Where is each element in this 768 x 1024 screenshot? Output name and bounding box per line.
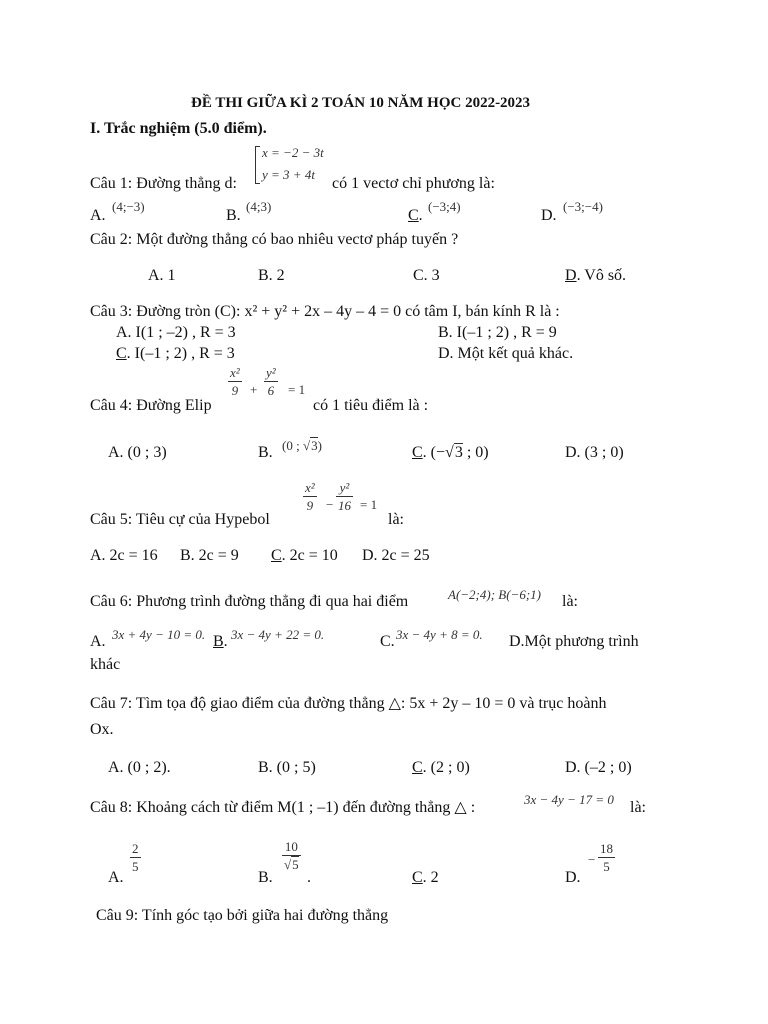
q1-option-a: (4;−3) <box>112 199 145 214</box>
q5-text: Câu 5: Tiêu cự của Hypebol <box>90 511 270 528</box>
q7-text: Câu 7: Tìm tọa độ giao điểm của đường thẳng △: 5x + 2y – 10 = 0 và trục hoành <box>90 695 607 712</box>
q2-option-a: A. 1 <box>148 267 176 284</box>
q8-option-a-fraction: 2 5 <box>132 841 139 874</box>
q1-option-a-label: A. <box>90 207 106 224</box>
q3-option-d: D. Một kết quả khác. <box>438 345 574 362</box>
q1-system-line-2: y = 3 + 4t <box>262 167 315 182</box>
q5-option-b: B. 2c = 9 <box>180 547 239 564</box>
q7-option-b: B. (0 ; 5) <box>258 759 316 776</box>
q8-option-d-sign: − <box>588 852 596 867</box>
q4-text-2: có 1 tiêu điểm là : <box>313 397 429 414</box>
q1-option-d: (−3;−4) <box>563 199 603 214</box>
q8-equation: 3x − 4y − 17 = 0 <box>524 792 614 807</box>
q6-points: A(−2;4); B(−6;1) <box>448 587 541 602</box>
q8-option-b-dot: . <box>307 869 311 886</box>
q4-option-a: A. (0 ; 3) <box>108 444 167 461</box>
q4-option-d: D. (3 ; 0) <box>565 444 624 461</box>
q5-minus: − <box>326 497 334 512</box>
q1-option-b-label: B. <box>226 207 241 224</box>
section-heading: I. Trắc nghiệm (5.0 điểm). <box>90 120 267 137</box>
q3-text: Câu 3: Đường tròn (C): x² + y² + 2x – 4y – 4 = 0 có tâm I, bán kính R là : <box>90 303 560 320</box>
q4-plus: + <box>250 382 258 397</box>
system-brace <box>255 146 260 184</box>
q1-system-line-1: x = −2 − 3t <box>262 145 324 160</box>
q6-option-c-label: C. <box>380 633 395 650</box>
q6-option-a: 3x + 4y − 10 = 0. <box>112 627 206 642</box>
q6-text: Câu 6: Phương trình đường thẳng đi qua hai điểm <box>90 593 409 610</box>
q6-option-c: 3x − 4y + 8 = 0. <box>396 627 483 642</box>
q2-text: Câu 2: Một đường thẳng có bao nhiêu vectơ pháp tuyến ? <box>90 231 459 248</box>
q5-option-d: D. 2c = 25 <box>362 547 430 564</box>
q1-text: Câu 1: Đường thẳng d: <box>90 175 237 192</box>
q8-option-b-fraction: 10 √5 <box>284 839 299 872</box>
q1-option-d-label: D. <box>541 207 557 224</box>
q5-fraction-y: y² 16 <box>338 480 351 513</box>
q6-option-b: 3x − 4y + 22 = 0. <box>231 627 325 642</box>
q6-option-a-label: A. <box>90 633 106 650</box>
q8-option-c: C. 2 <box>412 869 439 886</box>
q8-option-a-label: A. <box>108 869 124 886</box>
q6-option-d-cont: khác <box>90 656 121 673</box>
q1-text-2: có 1 vectơ chỉ phương là: <box>332 175 495 192</box>
q4-fraction-x: x² 9 <box>230 365 240 398</box>
q1-option-c-label: C. <box>408 207 423 224</box>
q4-equals: = 1 <box>288 382 306 397</box>
q4-option-c: C. (−√3 ; 0) <box>412 444 489 461</box>
q7-option-d: D. (–2 ; 0) <box>565 759 632 776</box>
q7-text-2: Ox. <box>90 721 114 738</box>
q7-option-a: A. (0 ; 2). <box>108 759 171 776</box>
q2-option-d: D. Vô số. <box>565 267 627 284</box>
q8-option-b-label: B. <box>258 869 273 886</box>
q6-option-d: D.Một phương trình <box>509 633 639 650</box>
q3-option-c: C. I(–1 ; 2) , R = 3 <box>116 345 235 362</box>
q3-option-a: A. I(1 ; –2) , R = 3 <box>116 324 236 341</box>
q2-option-c: C. 3 <box>413 267 440 284</box>
q5-option-c: C. 2c = 10 <box>271 547 338 564</box>
q5-equals: = 1 <box>360 497 378 512</box>
q5-option-a: A. 2c = 16 <box>90 547 158 564</box>
q2-option-b: B. 2 <box>258 267 285 284</box>
q8-option-d-fraction: 18 5 <box>600 841 613 874</box>
q4-text: Câu 4: Đường Elip <box>90 397 212 414</box>
q4-fraction-y: y² 6 <box>266 365 276 398</box>
q8-text-2: là: <box>630 799 646 816</box>
q1-option-b: (4;3) <box>246 199 272 214</box>
q8-text: Câu 8: Khoảng cách từ điểm M(1 ; –1) đến đường thẳng △ : <box>90 799 476 816</box>
q6-text-2: là: <box>562 593 578 610</box>
q6-option-b-label: B. <box>213 633 228 650</box>
q5-fraction-x: x² 9 <box>305 480 315 513</box>
q3-option-b: B. I(–1 ; 2) , R = 9 <box>438 324 557 341</box>
q9-text: Câu 9: Tính góc tạo bởi giữa hai đường thẳng <box>96 907 389 924</box>
q1-option-c: (−3;4) <box>428 199 461 214</box>
q5-text-2: là: <box>388 511 404 528</box>
q4-option-b: (0 ; √3) <box>282 438 322 453</box>
q8-option-d-label: D. <box>565 869 581 886</box>
exam-title: ĐỀ THI GIỮA KÌ 2 TOÁN 10 NĂM HỌC 2022-2023 <box>191 95 531 111</box>
q7-option-c: C. (2 ; 0) <box>412 759 470 776</box>
q4-option-b-label: B. <box>258 444 273 461</box>
